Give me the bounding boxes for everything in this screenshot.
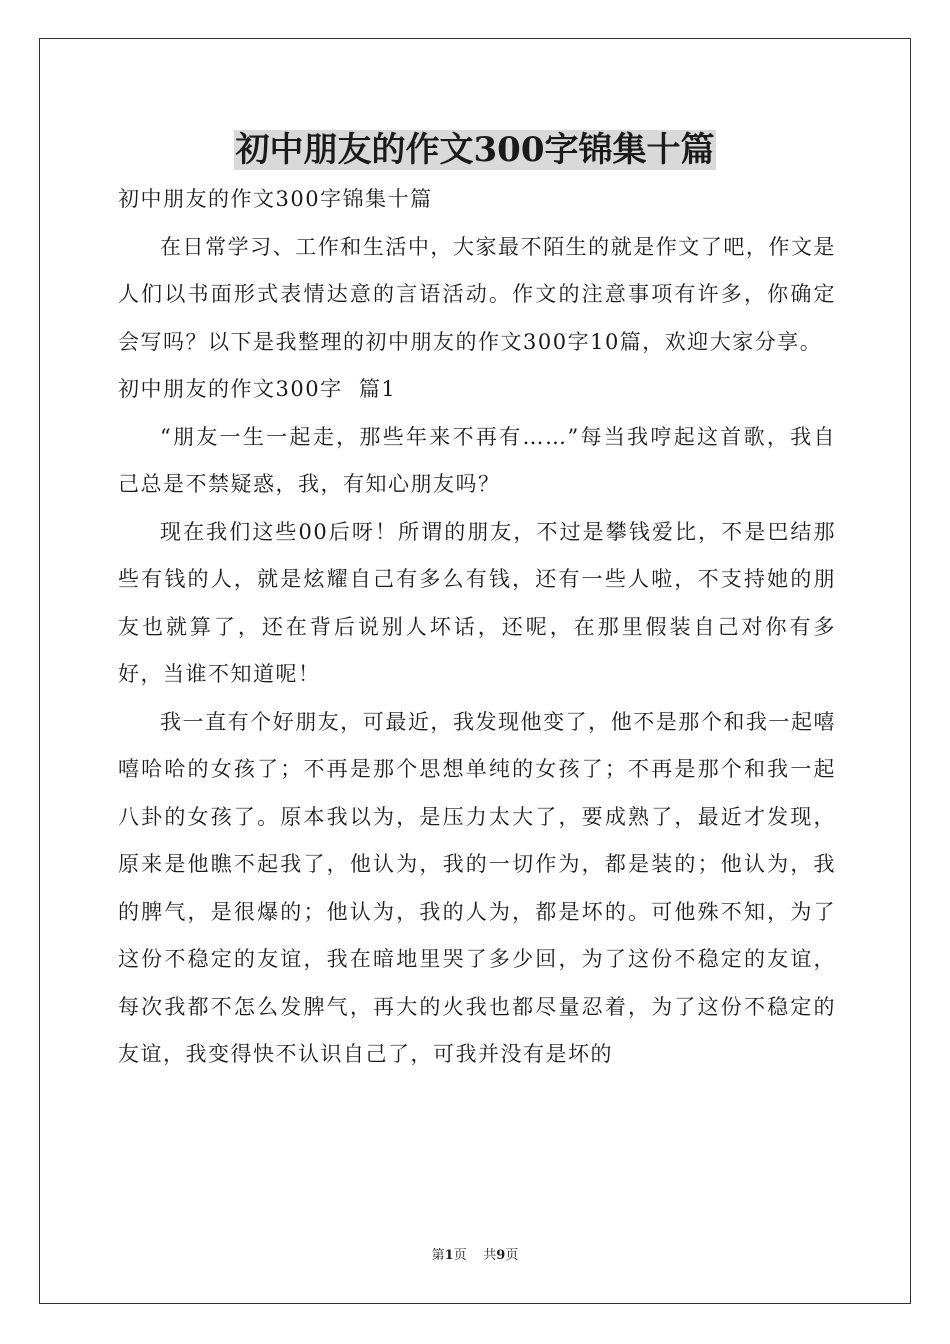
page-suffix: 页 bbox=[453, 1248, 467, 1263]
title-text: 初中朋友的作文300字锦集十篇 bbox=[235, 130, 715, 170]
page-footer bbox=[0, 1246, 950, 1266]
paragraph-friends: 现在我们这些00后呀！所谓的朋友，不过是攀钱爱比，不是巴结那些有钱的人，就是炫耀自己有多么有钱，还有一些人啦，不支持她的朋友也就算了，还在背后说别人坏话，还呢，在那里假装自己对你有多好，当谁不知道呢！ bbox=[118, 519, 836, 686]
paragraph-good-friend: 我一直有个好朋友，可最近，我发现他变了，他不是那个和我一起嘻嘻哈哈的女孩了；不再是那个思想单纯的女孩了；不再是那个和我一起八卦的女孩了。原本我以为，是压力太大了，要成熟了，最近才发现，原来是他瞧不起我了，他认为，我的一切作为，都是装的；他认为，我的脾气，是很爆的；他认为，我的人为，都是坏的。可他殊不知，为了这份不稳定的友谊，我在暗地里哭了多少回，为了这份不稳定的友谊，每次我都不怎么发脾气，再大的火我也都尽量忍着，为了这份不稳定的友谊，我变得快不认识自己了，可我并没有是坏的 bbox=[118, 709, 836, 1066]
page-prefix: 第 bbox=[431, 1248, 445, 1263]
document-title bbox=[0, 124, 950, 176]
paragraph-subtitle: 初中朋友的作文300字锦集十篇 bbox=[118, 187, 433, 211]
paragraph-intro: 在日常学习、工作和生活中，大家最不陌生的就是作文了吧，作文是人们以书面形式表情达意的言语活动。作文的注意事项有许多，你确定会写吗？以下是我整理的初中朋友的作文300字10篇，欢迎大家分享。 bbox=[118, 234, 836, 354]
paragraph-song: “朋友一生一起走，那些年来不再有……”每当我哼起这首歌，我自己总是不禁疑惑，我，有知心朋友吗？ bbox=[118, 424, 836, 496]
total-suffix: 页 bbox=[505, 1248, 519, 1263]
document-body bbox=[118, 176, 836, 1079]
section-heading-1: 初中朋友的作文300字 篇1 bbox=[118, 377, 397, 401]
page-number: 1 bbox=[444, 1248, 454, 1263]
total-pages: 9 bbox=[496, 1248, 506, 1263]
total-prefix: 共 bbox=[483, 1248, 497, 1263]
